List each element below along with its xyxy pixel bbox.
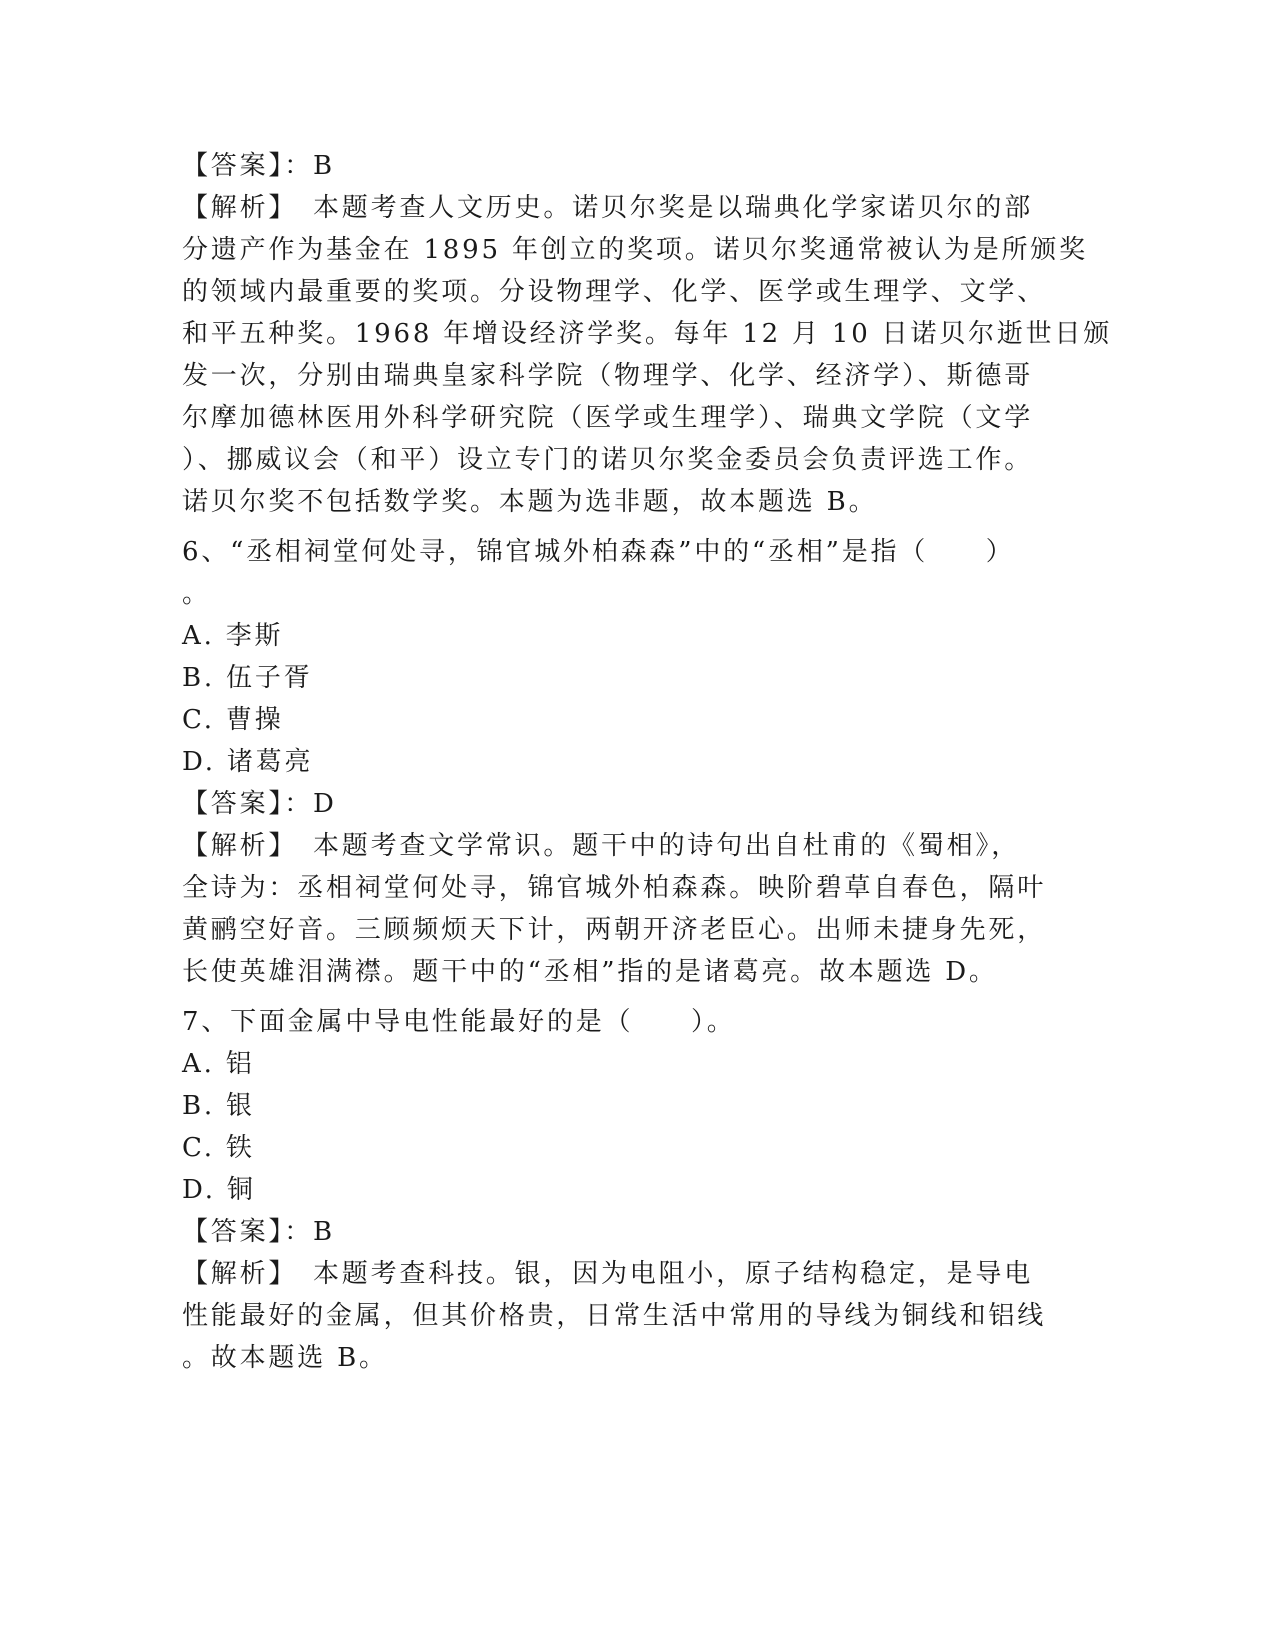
q7-stem bbox=[182, 1001, 1052, 1043]
q6-option-c: C. 曹操 bbox=[182, 705, 284, 735]
section-gap bbox=[182, 993, 1052, 1001]
q5-answer: 【答案】：B bbox=[182, 151, 335, 181]
section-gap bbox=[182, 523, 1052, 531]
q6-stem-line: 6、“丞相祠堂何处寻，锦官城外柏森森”中的“丞相”是指（ ） bbox=[182, 537, 1015, 567]
q7-option-c: C. 铁 bbox=[182, 1133, 255, 1163]
q6-explanation-line: 黄鹂空好音。三顾频烦天下计，两朝开济老臣心。出师未捷身先死， bbox=[182, 915, 1047, 945]
q7-explanation-line: 。故本题选 B。 bbox=[182, 1343, 388, 1373]
q7-option-b: B. 银 bbox=[182, 1091, 255, 1121]
page-content bbox=[182, 145, 1113, 1379]
q5-explanation-line: 【解析】 本题考查人文历史。诺贝尔奖是以瑞典化学家诺贝尔的部 bbox=[182, 193, 1034, 223]
q5-explanation-line: 分遗产作为基金在 1895 年创立的奖项。诺贝尔奖通常被认为是所颁奖 bbox=[182, 235, 1088, 265]
q6-answer: 【答案】：D bbox=[182, 789, 337, 819]
q6-explanation-line: 长使英雄泪满襟。题干中的“丞相”指的是诸葛亮。故本题选 D。 bbox=[182, 957, 998, 987]
q5-explanation bbox=[182, 187, 1113, 523]
q5-explanation-line: 发一次，分别由瑞典皇家科学院（物理学、化学、经济学）、斯德哥 bbox=[182, 361, 1034, 391]
q6-explanation-line: 【解析】 本题考查文学常识。题干中的诗句出自杜甫的《蜀相》， bbox=[182, 831, 1021, 861]
q7-stem-line: 7、下面金属中导电性能最好的是（ ）。 bbox=[182, 1007, 736, 1037]
q6-explanation bbox=[182, 825, 1052, 993]
q7-explanation-line: 性能最好的金属，但其价格贵，日常生活中常用的导线为铜线和铝线 bbox=[182, 1301, 1047, 1331]
q6-stem bbox=[182, 531, 1052, 615]
q7-options bbox=[182, 1043, 1052, 1211]
q6-option-a: A. 李斯 bbox=[182, 621, 284, 651]
q6-option-b: B. 伍子胥 bbox=[182, 663, 313, 693]
q5-explanation-line: 的领域内最重要的奖项。分设物理学、化学、医学或生理学、文学、 bbox=[182, 277, 1047, 307]
q7-option-d: D. 铜 bbox=[182, 1175, 256, 1205]
q5-explanation-line: ）、挪威议会（和平）设立专门的诺贝尔奖金委员会负责评选工作。 bbox=[182, 445, 1034, 475]
q5-explanation-line: 和平五种奖。1968 年增设经济学奖。每年 12 月 10 日诺贝尔逝世日颁 bbox=[182, 319, 1113, 349]
q5-explanation-line: 诺贝尔奖不包括数学奖。本题为选非题，故本题选 B。 bbox=[182, 487, 878, 517]
q7-explanation bbox=[182, 1253, 1052, 1379]
q6-stem-line: 。 bbox=[182, 579, 211, 609]
q6-option-d: D. 诸葛亮 bbox=[182, 747, 314, 777]
q6-options bbox=[182, 615, 1052, 783]
q6-explanation-line: 全诗为：丞相祠堂何处寻，锦官城外柏森森。映阶碧草自春色，隔叶 bbox=[182, 873, 1047, 903]
q7-answer: 【答案】：B bbox=[182, 1217, 335, 1247]
q5-explanation-line: 尔摩加德林医用外科学研究院（医学或生理学）、瑞典文学院（文学 bbox=[182, 403, 1034, 433]
q7-explanation-line: 【解析】 本题考查科技。银，因为电阻小，原子结构稳定，是导电 bbox=[182, 1259, 1034, 1289]
q7-option-a: A. 铝 bbox=[182, 1049, 255, 1079]
